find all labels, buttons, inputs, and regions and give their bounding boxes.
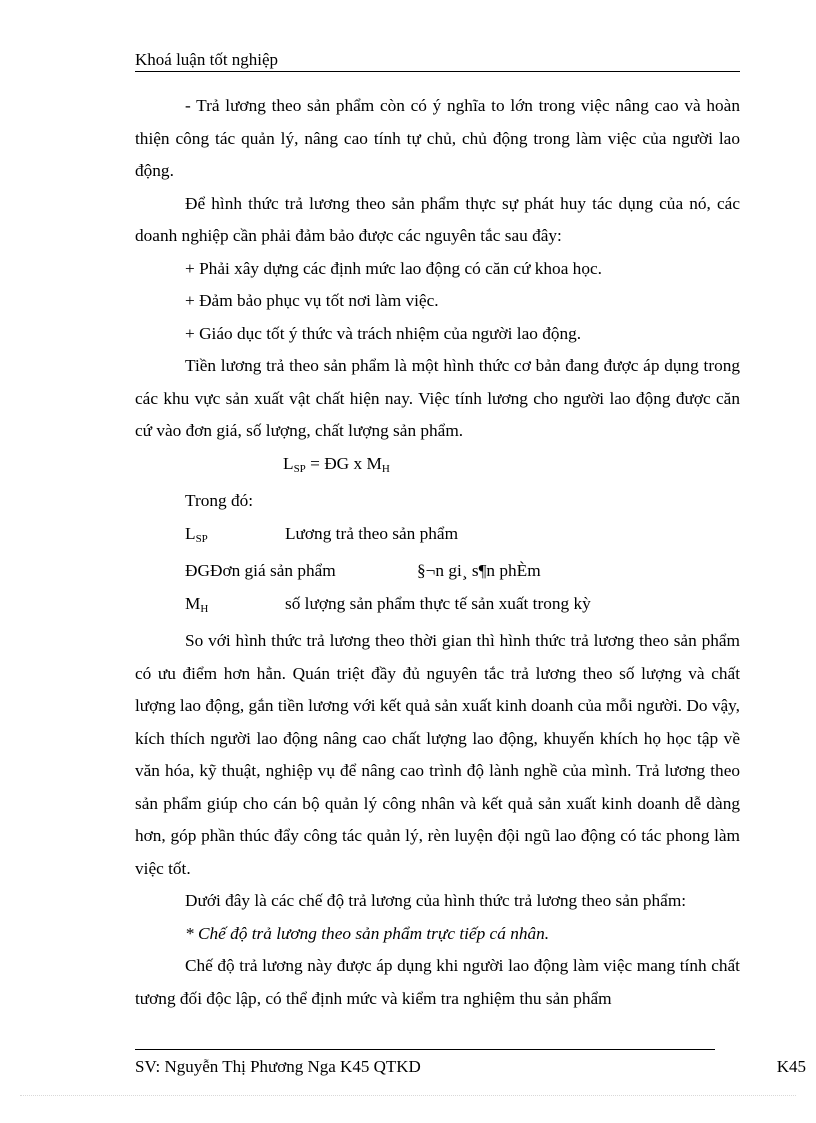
definition-desc: số lượng sản phẩm thực tế sản xuất trong kỳ [285, 593, 591, 613]
footer-code: K45 [776, 1057, 806, 1076]
page-header-title: Khoá luận tốt nghiệp [135, 50, 279, 69]
formula-rhs-sub: H [381, 462, 390, 475]
definition-row [135, 588, 740, 626]
paragraph: Để hình thức trả lương theo sản phẩm thực sự phát huy tác dụng của nó, các doanh nghiệp cần phải đảm bảo được các nguyên tắc sau đây: [135, 193, 740, 245]
definition-desc: Lương trả theo sản phẩm [285, 523, 459, 543]
formula-lhs-sub: SP [293, 462, 306, 475]
definition-term: ĐGĐơn giá sản phẩm [185, 561, 336, 580]
section-heading: * Chế độ trả lương theo sản phẩm trực tiếp cá nhân. [185, 923, 550, 943]
formula-rhs: = ĐG x M [305, 453, 382, 473]
footer-author: SV: Nguyễn Thị Phương Nga K45 QTKD [135, 1057, 421, 1076]
definition-row [135, 555, 740, 588]
bullet-item: + Phải xây dựng các định mức lao động có căn cứ khoa học. [185, 258, 602, 278]
paragraph: Tiền lương trả theo sản phẩm là một hình thức cơ bản đang được áp dụng trong các khu vực sản xuất vật chất hiện nay. Việc tính lương cho người lao động được căn cứ vào đơn giá, số lượng, chất lượng sản phẩm. [135, 356, 740, 440]
page-body [135, 90, 740, 1015]
footer-rule [135, 1049, 715, 1050]
definition-term: $M_H$ [185, 593, 209, 615]
paragraph: Dưới đây là các chế độ trả lương của hình thức trả lương theo sản phẩm: [185, 891, 687, 910]
definition-desc: §¬n gi¸ s¶n phÈm [417, 561, 541, 580]
bullet-item: + Đảm bảo phục vụ tốt nơi làm việc. [185, 291, 439, 310]
formula-lhs: L [283, 453, 294, 473]
formula [135, 448, 740, 486]
page-edge-dots [20, 1095, 796, 1096]
paragraph: - Trả lương theo sản phẩm còn có ý nghĩa to lớn trong việc nâng cao và hoàn thiện công tác quản lý, nâng cao tính tự chủ, chủ động trong làm việc của người lao động. [135, 96, 740, 180]
header-rule [135, 71, 740, 72]
bullet-item: + Giáo dục tốt ý thức và trách nhiệm của người lao động. [185, 323, 582, 343]
paragraph: Chế độ trả lương này được áp dụng khi người lao động làm việc mang tính chất tương đối độc lập, có thể định mức và kiểm tra nghiệm thu sản phẩm [135, 956, 740, 1008]
definition-term: $L_{SP}$ [185, 523, 208, 545]
where-label: Trong đó: [185, 491, 254, 510]
definition-row [135, 518, 740, 556]
paragraph: So với hình thức trả lương theo thời gian thì hình thức trả lương theo sản phẩm có ưu điểm hơn hẳn. Quán triệt đầy đủ nguyên tắc trả lương theo số lượng và chất lượng lao động, gắn tiền lương với kết quả sản xuất kinh doanh của mỗi người. Do vậy, kích thích người lao động nâng cao chất lượng lao động, khuyến khích họ học tập về văn hóa, kỹ thuật, nghiệp vụ để nâng cao trình độ lành nghề của mình. Trả lương theo sản phẩm giúp cho cán bộ quản lý công nhân và kết quả sản xuất kinh doanh dễ dàng hơn, góp phần thúc đẩy công tác quản lý, rèn luyện đội ngũ lao động có tác phong làm việc tốt. [135, 631, 740, 878]
